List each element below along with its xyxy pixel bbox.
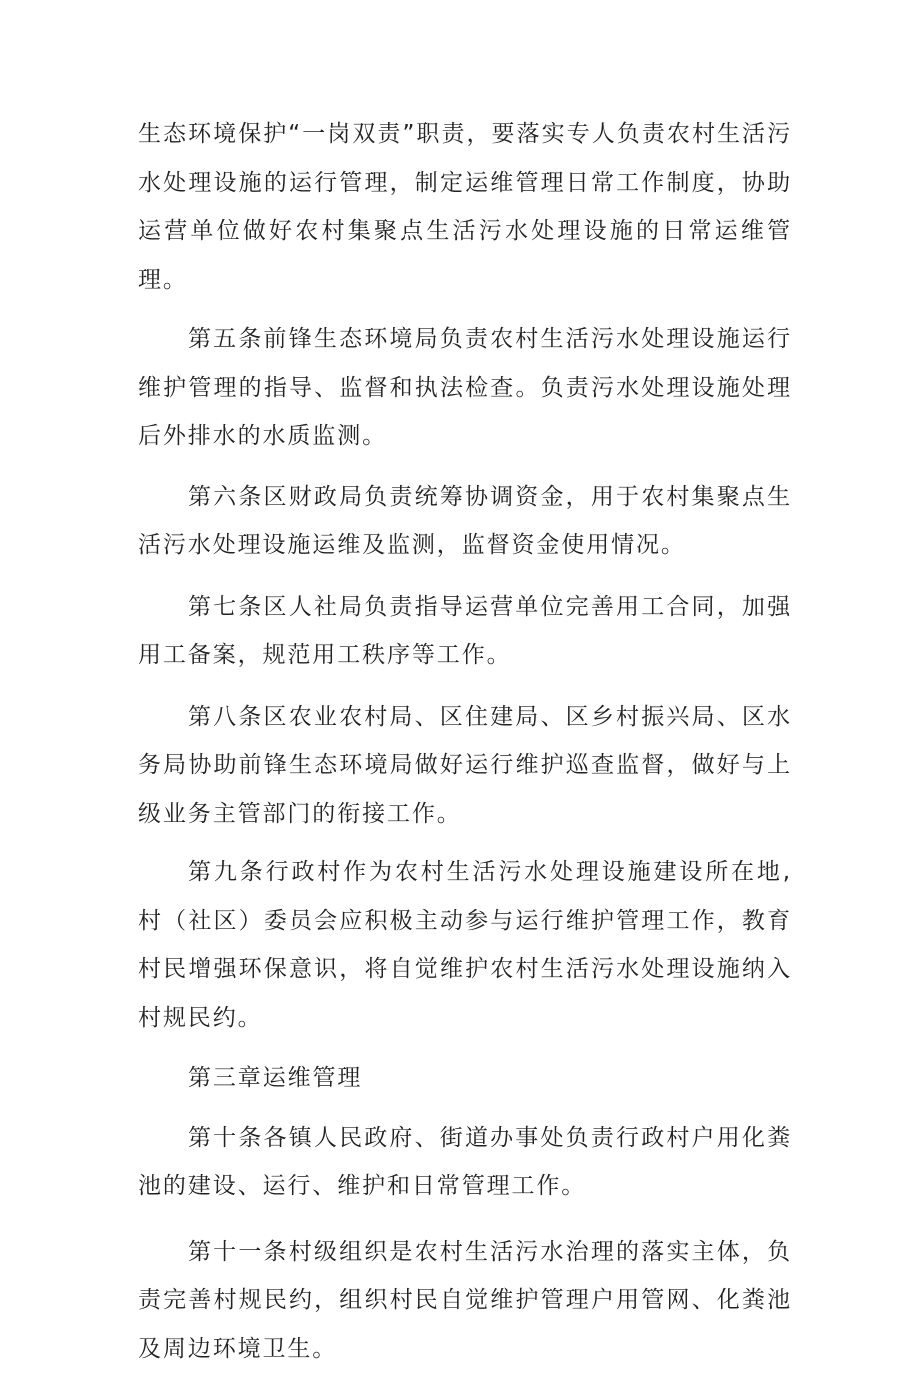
paragraph-article-11: 第十一条村级组织是农村生活污水治理的落实主体，负责完善村规民约，组织村民自觉维护管理户用管网、化粪池及周边环境卫生。 [138, 1228, 792, 1373]
paragraph-article-8: 第八条区农业农村局、区住建局、区乡村振兴局、区水务局协助前锋生态环境局做好运行维护巡查监督，做好与上级业务主管部门的衔接工作。 [138, 693, 792, 839]
paragraph-article-10: 第十条各镇人民政府、街道办事处负责行政村户用化粪池的建设、运行、维护和日常管理工作。 [138, 1114, 792, 1211]
paragraph-article-6: 第六条区财政局负责统筹协调资金，用于农村集聚点生活污水处理设施运维及监测，监督资金使用情况。 [138, 473, 792, 570]
paragraph-continued-duty: 生态环境保护“一岗双责”职责，要落实专人负责农村生活污水处理设施的运行管理，制定运维管理日常工作制度，协助运营单位做好农村集聚点生活污水处理设施的日常运维管理。 [138, 110, 792, 304]
paragraph-article-9: 第九条行政村作为农村生活污水处理设施建设所在地,村（社区）委员会应积极主动参与运行维护管理工作，教育村民增强环保意识，将自觉维护农村生活污水处理设施纳入村规民约。 [138, 848, 792, 1042]
paragraph-article-5: 第五条前锋生态环境局负责农村生活污水处理设施运行维护管理的指导、监督和执法检查。负责污水处理设施处理后外排水的水质监测。 [138, 315, 792, 461]
document-body [138, 110, 792, 1373]
chapter-heading-operation: 第三章运维管理 [138, 1054, 792, 1103]
paragraph-article-7: 第七条区人社局负责指导运营单位完善用工合同，加强用工备案，规范用工秩序等工作。 [138, 583, 792, 680]
